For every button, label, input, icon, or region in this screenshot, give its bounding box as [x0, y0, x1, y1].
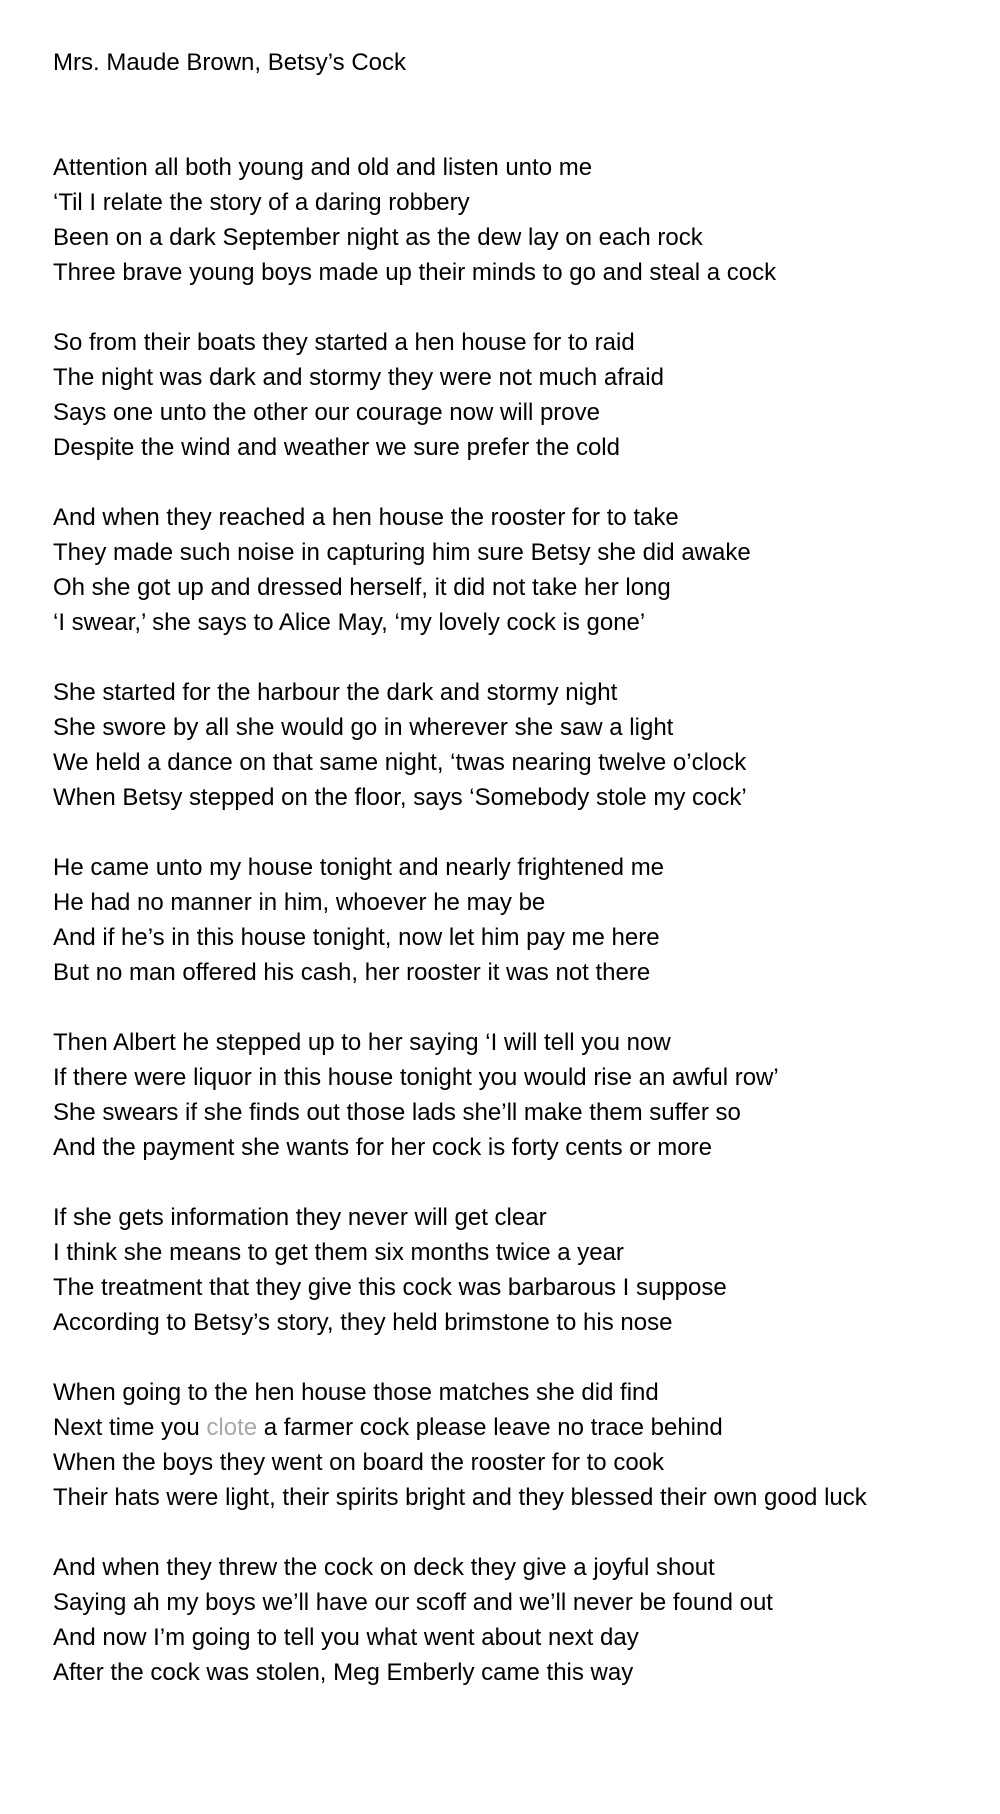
lyric-line: But no man offered his cash, her rooster it was not there — [53, 959, 651, 986]
lyric-line: We held a dance on that same night, ‘twas nearing twelve o’clock — [53, 749, 747, 776]
lyric-line: And if he’s in this house tonight, now let him pay me here — [53, 924, 660, 951]
lyric-line: She swore by all she would go in wherever she saw a light — [53, 714, 674, 741]
lyric-line: He had no manner in him, whoever he may be — [53, 889, 546, 916]
faint-word: clote — [206, 1414, 258, 1441]
lyric-line: Three brave young boys made up their minds to go and steal a cock — [53, 259, 777, 286]
lyric-line: If she gets information they never will get clear — [53, 1204, 547, 1231]
stanza — [53, 1200, 983, 1340]
lyric-line: She swears if she finds out those lads she’ll make them suffer so — [53, 1099, 741, 1126]
lyric-line: Saying ah my boys we’ll have our scoff and we’ll never be found out — [53, 1589, 773, 1616]
lyric-line-with-faint-word — [53, 1410, 983, 1445]
stanza — [53, 850, 983, 990]
lyric-line: Been on a dark September night as the dew lay on each rock — [53, 224, 703, 251]
lyric-line: And when they threw the cock on deck they give a joyful shout — [53, 1554, 715, 1581]
stanza — [53, 1550, 983, 1690]
song-lyrics — [53, 150, 983, 1725]
lyric-line: Then Albert he stepped up to her saying ‘I will tell you now — [53, 1029, 671, 1056]
lyric-line: Says one unto the other our courage now will prove — [53, 399, 600, 426]
lyric-line: Their hats were light, their spirits bright and they blessed their own good luck — [53, 1484, 867, 1511]
lyric-line: After the cock was stolen, Meg Emberly came this way — [53, 1659, 634, 1686]
song-title: Mrs. Maude Brown, Betsy’s Cock — [53, 49, 407, 76]
lyric-line: When the boys they went on board the rooster for to cook — [53, 1449, 665, 1476]
stanza — [53, 325, 983, 465]
lyric-fragment: Next time you — [53, 1414, 207, 1441]
stanza — [53, 150, 983, 290]
lyric-line: The treatment that they give this cock was barbarous I suppose — [53, 1274, 727, 1301]
lyric-line: I think she means to get them six months twice a year — [53, 1239, 624, 1266]
lyric-line: If there were liquor in this house tonight you would rise an awful row’ — [53, 1064, 779, 1091]
lyric-line: ‘I swear,’ she says to Alice May, ‘my lovely cock is gone’ — [53, 609, 646, 636]
lyric-line: According to Betsy’s story, they held brimstone to his nose — [53, 1309, 673, 1336]
lyric-line: Despite the wind and weather we sure prefer the cold — [53, 434, 620, 461]
lyric-line: ‘Til I relate the story of a daring robbery — [53, 189, 470, 216]
stanza — [53, 675, 983, 815]
stanza — [53, 1025, 983, 1165]
lyric-line: When Betsy stepped on the floor, says ‘Somebody stole my cock’ — [53, 784, 747, 811]
lyric-line: She started for the harbour the dark and stormy night — [53, 679, 618, 706]
lyric-line: Oh she got up and dressed herself, it did not take her long — [53, 574, 671, 601]
lyric-line: And the payment she wants for her cock is forty cents or more — [53, 1134, 712, 1161]
lyric-line: They made such noise in capturing him sure Betsy she did awake — [53, 539, 751, 566]
lyric-line: And now I’m going to tell you what went about next day — [53, 1624, 639, 1651]
lyric-line: When going to the hen house those matches she did find — [53, 1379, 659, 1406]
lyric-line: So from their boats they started a hen house for to raid — [53, 329, 635, 356]
lyric-line: Attention all both young and old and listen unto me — [53, 154, 593, 181]
lyric-fragment: a farmer cock please leave no trace behind — [257, 1414, 723, 1441]
lyric-line: He came unto my house tonight and nearly frightened me — [53, 854, 665, 881]
lyric-line: And when they reached a hen house the rooster for to take — [53, 504, 679, 531]
stanza — [53, 500, 983, 640]
stanza — [53, 1375, 983, 1515]
lyric-line: The night was dark and stormy they were not much afraid — [53, 364, 664, 391]
